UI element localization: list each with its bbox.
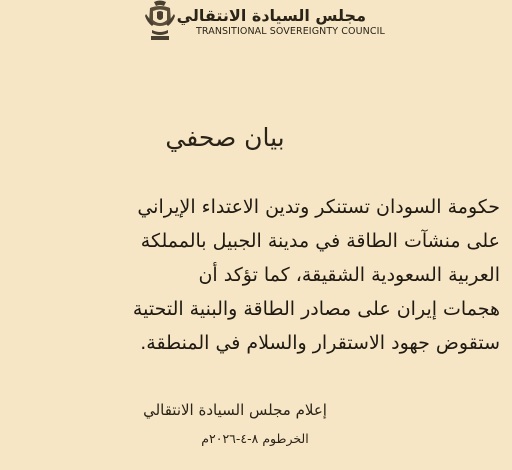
statement-line: ستقوض جهود الاستقرار والسلام في المنطقة. [140, 332, 500, 354]
statement-body [60, 190, 500, 360]
statement-line: على منشآت الطاقة في مدينة الجبيل بالمملكة [140, 230, 500, 252]
statement-line: هجمات إيران على مصادر الطاقة والبنية التحتية [132, 298, 500, 320]
council-name-english: TRANSITIONAL SOVEREIGNTY COUNCIL [196, 26, 385, 37]
council-name-arabic: مجلس السيادة الانتقالي [176, 6, 366, 25]
statement-line: حكومة السودان تستنكر وتدين الاعتداء الإيراني [137, 196, 500, 218]
secretary-bird-emblem-icon [144, 0, 176, 42]
page-title: بيان صحفي [165, 123, 285, 152]
dateline: الخرطوم ٨-٤-٢٠٢٦م [201, 431, 309, 446]
signature-line: إعلام مجلس السيادة الانتقالي [143, 401, 327, 419]
statement-line: العربية السعودية الشقيقة، كما تؤكد أن [198, 264, 500, 286]
